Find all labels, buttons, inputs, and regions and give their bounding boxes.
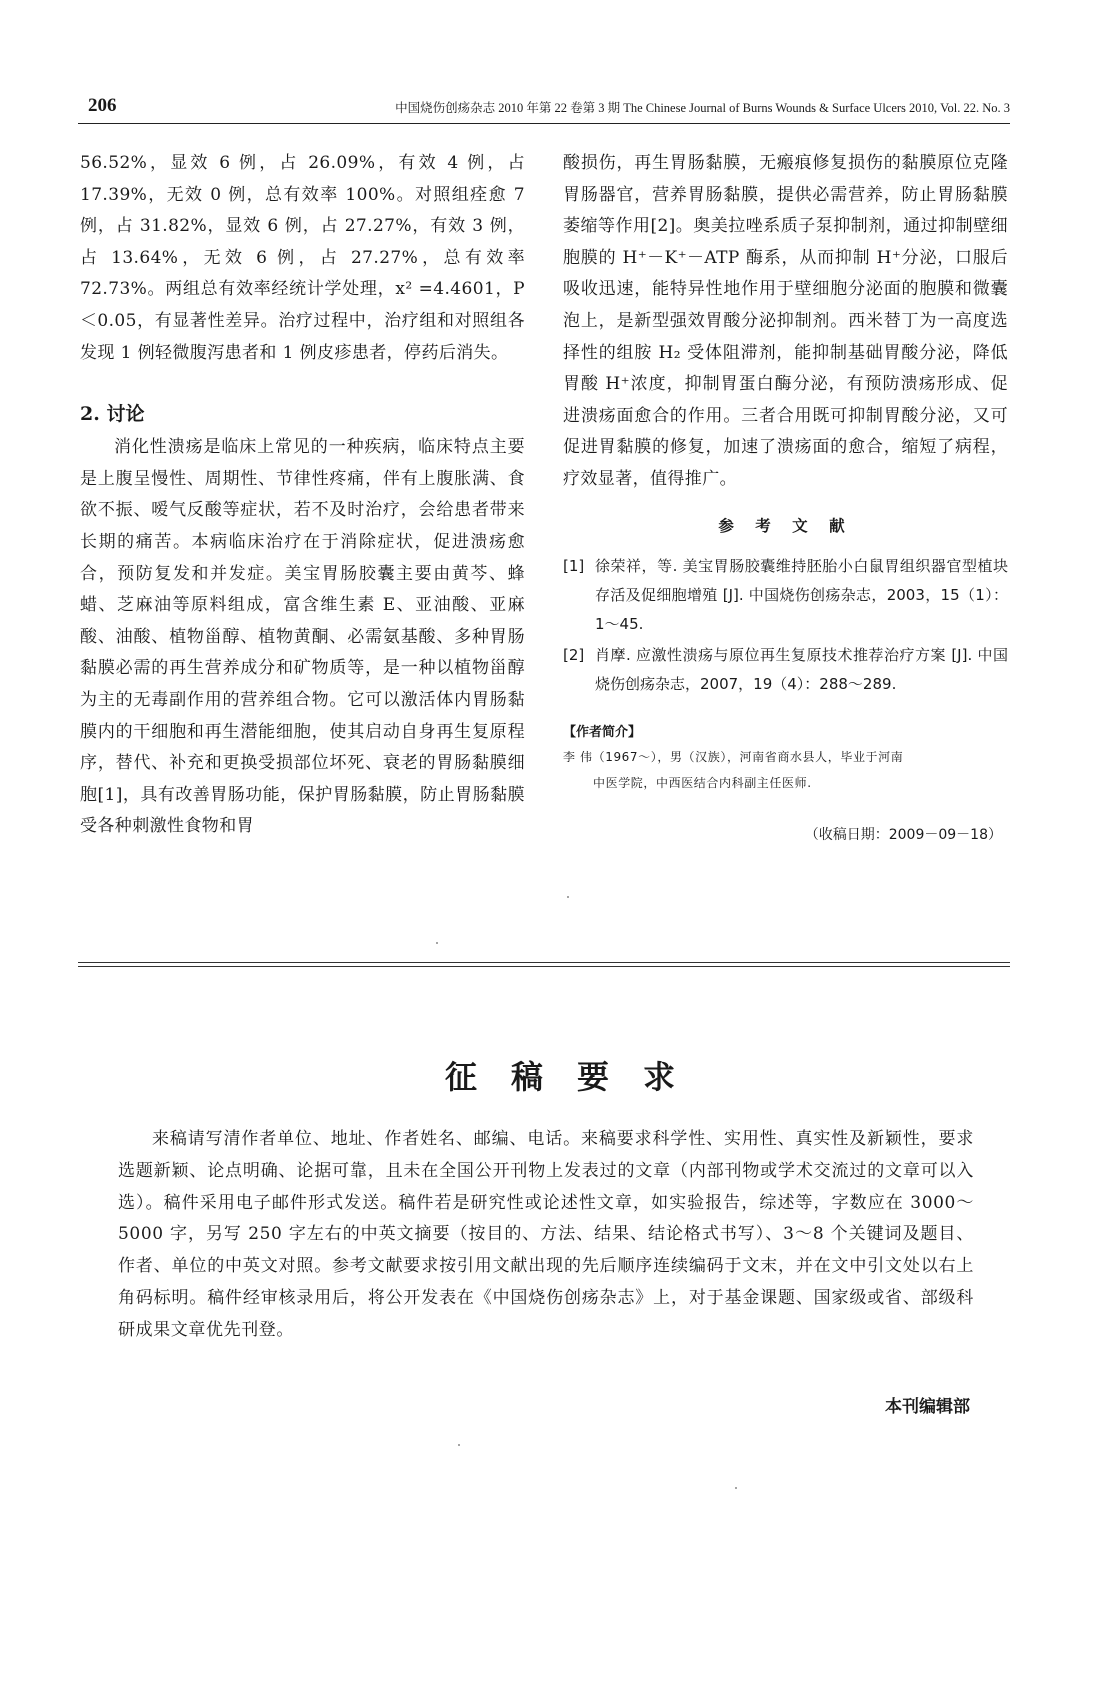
right-column [563, 148, 1008, 844]
section-heading-discussion: 2. 讨论 [80, 403, 145, 426]
notice-title: 征稿要求 [444, 1058, 709, 1096]
received-date: （收稿日期：2009－09－18） [804, 826, 1002, 843]
left-column [80, 148, 525, 843]
page-number: 206 [88, 95, 117, 116]
author-bio-label: 【作者简介】 [563, 724, 642, 740]
reference-number: [2] [563, 645, 585, 664]
author-bio-line: 中医学院，中西医结合内科副主任医师. [593, 775, 812, 790]
journal-running-head: 中国烧伤创疡杂志 2010 年第 22 卷第 3 期 The Chinese Journal of Burns Wounds & Surface Ulcers 2010, Vol. 22. No. 3 [395, 101, 1010, 115]
scan-speck [436, 942, 438, 944]
notice-signature: 本刊编辑部 [885, 1397, 970, 1417]
discussion-continued-paragraph: 酸损伤，再生胃肠黏膜，无瘢痕修复损伤的黏膜原位克隆胃肠器官，营养胃肠黏膜，提供必需营养，防止胃肠黏膜萎缩等作用[2]。奥美拉唑系质子泵抑制剂，通过抑制壁细胞膜的 H⁺－K⁺－ATP 酶系，从而抑制 H⁺分泌，口服后吸收迅速，能特异性地作用于壁细胞分泌面的胞膜和微囊泡上，是新型强效胃酸分泌抑制剂。西米替丁为一高度选择性的组胺 H₂ 受体阻滞剂，能抑制基础胃酸分泌，降低胃酸 H⁺浓度，抑制胃蛋白酶分泌，有预防溃疡形成、促进溃疡面愈合的作用。三者合用既可抑制胃酸分泌，又可促进胃黏膜的修复，加速了溃疡面的愈合，缩短了病程，疗效显著，值得推广。 [563, 153, 1008, 489]
author-bio [563, 744, 1008, 796]
reference-item [563, 641, 1008, 699]
scan-speck [567, 896, 569, 898]
reference-number: [1] [563, 556, 585, 575]
divider-line [78, 962, 1010, 963]
reference-text: 徐荣祥，等. 美宝胃肠胶囊维持胚胎小白鼠胃组织器官型植块存活及促细胞增殖 [J]. 中国烧伤创疡杂志，2003，15（1）：1～45. [595, 556, 1008, 633]
results-paragraph: 56.52%，显效 6 例，占 26.09%，有效 4 例，占 17.39%，无效 0 例，总有效率 100%。对照组痊愈 7 例，占 31.82%，显效 6 例，占 27.27%，有效 3 例，占 13.64%，无效 6 例，占 27.27%，总有效率 72.73%。两组总有效率经统计学处理，x² =4.4601，P＜0.05，有显著性差异。治疗过程中，治疗组和对照组各发现 1 例轻微腹泻患者和 1 例皮疹患者，停药后消失。 [80, 153, 525, 363]
author-bio-line: 李 伟（1967～），男（汉族），河南省商水县人，毕业于河南 [563, 749, 904, 764]
scan-speck [458, 1444, 460, 1446]
discussion-paragraph: 消化性溃疡是临床上常见的一种疾病，临床特点主要是上腹呈慢性、周期性、节律性疼痛，伴有上腹胀满、食欲不振、嗳气反酸等症状，若不及时治疗，会给患者带来长期的痛苦。本病临床治疗在于消除症状，促进溃疡愈合，预防复发和并发症。美宝胃肠胶囊主要由黄芩、蜂蜡、芝麻油等原料组成，富含维生素 E、亚油酸、亚麻酸、油酸、植物甾醇、植物黄酮、必需氨基酸、多种胃肠黏膜必需的再生营养成分和矿物质等，是一种以植物甾醇为主的无毒副作用的营养组合物。它可以激活体内胃肠黏膜内的干细胞和再生潜能细胞，使其启动自身再生复原程序，替代、补充和更换受损部位坏死、衰老的胃肠黏膜细胞[1]，具有改善胃肠功能，保护胃肠黏膜，防止胃肠黏膜受各种刺激性食物和胃 [80, 437, 525, 837]
notice-body: 来稿请写清作者单位、地址、作者姓名、邮编、电话。来稿要求科学性、实用性、真实性及新颖性，要求选题新颖、论点明确、论据可靠，且未在全国公开刊物上发表过的文章（内部刊物或学术交流过的文章可以入选）。稿件采用电子邮件形式发送。稿件若是研究性或论述性文章，如实验报告，综述等，字数应在 3000～5000 字，另写 250 字左右的中英文摘要（按目的、方法、结果、结论格式书写）、3～8 个关键词及题目、作者、单位的中英文对照。参考文献要求按引用文献出现的先后顺序连续编码于文末，并在文中引文处以右上角码标明。稿件经审核录用后，将公开发表在《中国烧伤创疡杂志》上，对于基金课题、国家级或省、部级科研成果文章优先刊登。 [118, 1129, 974, 1340]
references-title: 参 考 文 献 [718, 515, 853, 535]
divider-line [78, 966, 1010, 967]
scan-speck [735, 1487, 737, 1489]
running-header [78, 95, 1010, 124]
reference-item [563, 552, 1008, 639]
reference-text: 肖摩. 应激性溃疡与原位再生复原技术推荐治疗方案 [J]. 中国烧伤创疡杂志，2007，19（4）：288～289. [595, 645, 1008, 693]
